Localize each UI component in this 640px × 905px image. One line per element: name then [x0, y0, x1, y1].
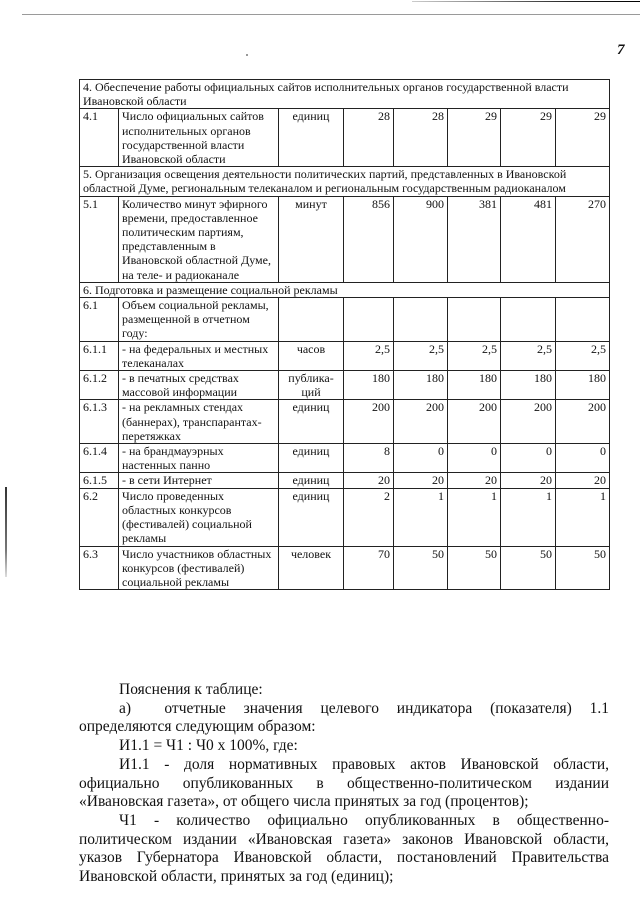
scan-artifact-line: [412, 1, 640, 2]
indicator-value: 180: [501, 371, 556, 400]
indicator-value: 20: [556, 473, 610, 488]
indicator-name: Число участников областных конкурсов (фестивалей) социальной рекламы: [119, 546, 279, 590]
row-number: 6.2: [80, 488, 119, 546]
indicator-value: 0: [501, 444, 556, 473]
table-row: [80, 444, 610, 473]
unit-of-measure: часов: [279, 341, 344, 370]
indicator-value: 50: [394, 546, 448, 590]
table-row: [80, 473, 610, 488]
indicator-name: Объем социальной рекламы, размещенной в отчетном году:: [119, 298, 279, 342]
indicator-name: - на рекламных стендах (баннерах), транспарантах-перетяжках: [119, 400, 279, 444]
row-number: 6.1.1: [80, 341, 119, 370]
indicator-value: 0: [556, 444, 610, 473]
indicator-value: 2,5: [556, 341, 610, 370]
section-title: 5. Организация освещения деятельности политических партий, представленных в Ивановской областной Думе, региональным телеканалом и региональным государственным радиоканалом: [80, 167, 610, 196]
indicator-value: 180: [448, 371, 501, 400]
row-number: 6.1.3: [80, 400, 119, 444]
row-number: 6.1.4: [80, 444, 119, 473]
indicator-value: 1: [501, 488, 556, 546]
indicator-value: 180: [344, 371, 394, 400]
indicator-value: 50: [501, 546, 556, 590]
indicator-value: 1: [394, 488, 448, 546]
row-number: 6.3: [80, 546, 119, 590]
indicator-value: 20: [344, 473, 394, 488]
indicator-value: [556, 298, 610, 342]
page-number: 7: [617, 42, 625, 58]
indicator-value: 28: [394, 109, 448, 167]
formula: И1.1 = Ч1 : Ч0 х 100%, где:: [119, 737, 298, 755]
indicator-value: 180: [556, 371, 610, 400]
indicators-table: [79, 79, 610, 590]
indicator-value: 1: [556, 488, 610, 546]
indicator-value: 2,5: [501, 341, 556, 370]
row-number: 6.1.5: [80, 473, 119, 488]
unit-of-measure: единиц: [279, 473, 344, 488]
indicator-value: 200: [344, 400, 394, 444]
section-title: 4. Обеспечение работы официальных сайтов исполнительных органов государственной власти Ивановской области: [80, 80, 610, 109]
definition-i11: И1.1 - доля нормативных правовых актов Ивановской области, официально опубликованных в общественно-политическом издании «Ивановская газета», от общего числа принятых за год (процентов);: [79, 755, 609, 811]
indicator-value: 28: [344, 109, 394, 167]
indicator-name: Число проведенных областных конкурсов (фестивалей) социальной рекламы: [119, 488, 279, 546]
indicator-value: [448, 298, 501, 342]
indicator-value: 20: [394, 473, 448, 488]
row-number: 5.1: [80, 196, 119, 282]
unit-of-measure: единиц: [279, 444, 344, 473]
indicator-name: Число официальных сайтов исполнительных органов государственной власти Ивановской области: [119, 109, 279, 167]
row-number: 6.1: [80, 298, 119, 342]
indicator-value: 2,5: [394, 341, 448, 370]
indicator-value: 20: [501, 473, 556, 488]
table-row: [80, 341, 610, 370]
indicator-value: 200: [394, 400, 448, 444]
unit-of-measure: единиц: [279, 109, 344, 167]
indicator-value: 856: [344, 196, 394, 282]
section-title: 6. Подготовка и размещение социальной рекламы: [80, 282, 610, 297]
table-row: [80, 371, 610, 400]
indicator-value: 0: [394, 444, 448, 473]
table-row: [80, 298, 610, 342]
notes-heading: Пояснения к таблице:: [119, 681, 263, 698]
indicator-value: 180: [394, 371, 448, 400]
section-header-row: [80, 80, 610, 109]
indicator-value: 381: [448, 196, 501, 282]
indicator-value: [344, 298, 394, 342]
section-header-row: [80, 282, 610, 297]
table-row: [80, 109, 610, 167]
section-header-row: [80, 167, 610, 196]
indicator-name: - на федеральных и местных телеканалах: [119, 341, 279, 370]
indicator-value: 481: [501, 196, 556, 282]
indicator-value: 200: [501, 400, 556, 444]
indicator-value: 2: [344, 488, 394, 546]
scan-artifact-line: [22, 14, 640, 15]
definition-ch1: Ч1 - количество официально опубликованных в общественно-политическом издании «Ивановская газета» законов Ивановской области, указов Губернатора Ивановской области, постановлений Правительства Ивановской области, принятых за год (единиц);: [79, 811, 609, 886]
indicator-value: 29: [448, 109, 501, 167]
indicator-value: 8: [344, 444, 394, 473]
scan-speck: [246, 54, 248, 56]
indicator-value: [501, 298, 556, 342]
table-body: [80, 80, 610, 590]
indicator-name: - на брандмауэрных настенных панно: [119, 444, 279, 473]
indicator-value: 29: [556, 109, 610, 167]
indicator-value: 2,5: [344, 341, 394, 370]
indicator-value: 50: [556, 546, 610, 590]
indicator-value: 900: [394, 196, 448, 282]
indicator-value: 200: [448, 400, 501, 444]
indicator-value: 200: [556, 400, 610, 444]
table-row: [80, 196, 610, 282]
indicator-value: 20: [448, 473, 501, 488]
table-row: [80, 546, 610, 590]
table-notes: [79, 681, 609, 887]
unit-of-measure: человек: [279, 546, 344, 590]
indicator-name: Количество минут эфирного времени, предоставленное политическим партиям, представленным в Ивановской областной Думе, на теле- и радиоканале: [119, 196, 279, 282]
indicator-value: 0: [448, 444, 501, 473]
indicator-value: 50: [448, 546, 501, 590]
row-number: 4.1: [80, 109, 119, 167]
unit-of-measure: публика-ций: [279, 371, 344, 400]
indicator-value: 2,5: [448, 341, 501, 370]
unit-of-measure: единиц: [279, 488, 344, 546]
indicator-name: - в сети Интернет: [119, 473, 279, 488]
indicator-value: 29: [501, 109, 556, 167]
indicator-value: 70: [344, 546, 394, 590]
unit-of-measure: единиц: [279, 400, 344, 444]
row-number: 6.1.2: [80, 371, 119, 400]
indicator-value: [394, 298, 448, 342]
margin-mark: [5, 487, 7, 577]
indicator-name: - в печатных средствах массовой информации: [119, 371, 279, 400]
indicator-value: 270: [556, 196, 610, 282]
indicator-value: 1: [448, 488, 501, 546]
table-row: [80, 488, 610, 546]
unit-of-measure: минут: [279, 196, 344, 282]
note-item-a: а) отчетные значения целевого индикатора (показателя) 1.1 определяются следующим образом:: [79, 699, 609, 736]
unit-of-measure: [279, 298, 344, 342]
table-row: [80, 400, 610, 444]
